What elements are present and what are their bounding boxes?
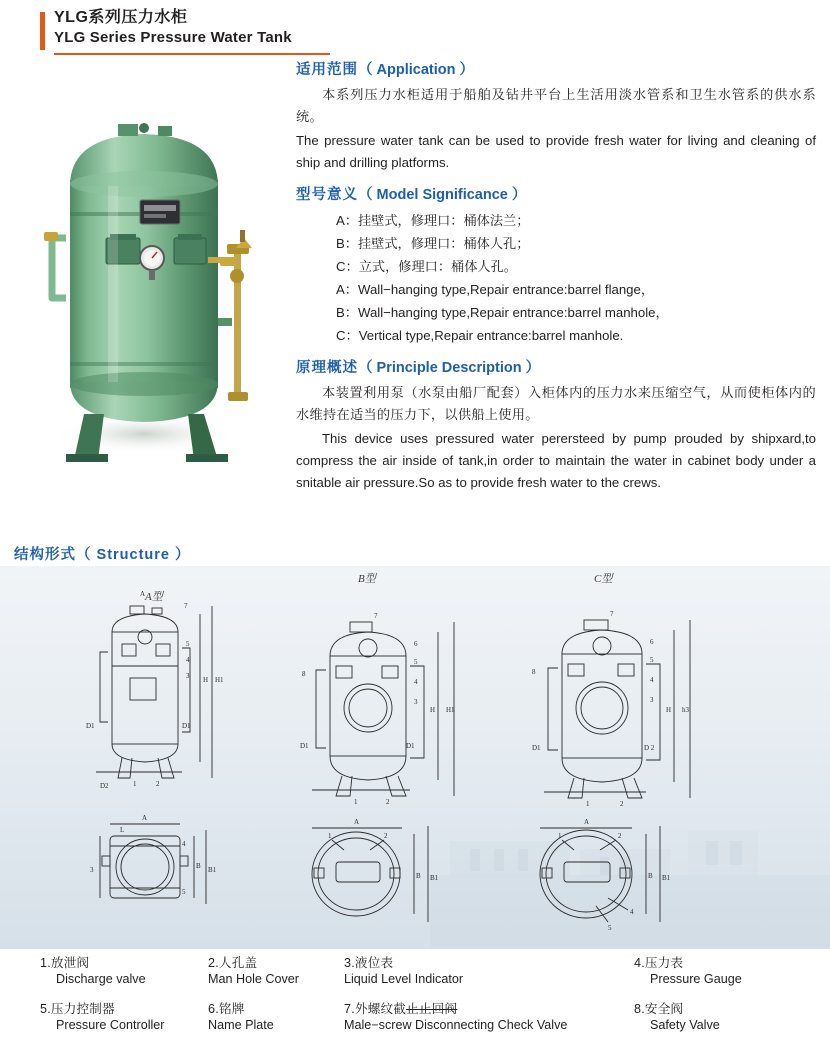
svg-text:4: 4 xyxy=(182,840,186,848)
legend-item-4-en: Pressure Gauge xyxy=(650,972,742,986)
svg-text:1: 1 xyxy=(328,832,332,840)
diagram-type-c-elevation xyxy=(512,608,722,808)
section-principle xyxy=(296,358,816,494)
svg-text:L: L xyxy=(120,826,125,834)
legend-row-cn-1 xyxy=(0,952,830,972)
title-underline xyxy=(54,53,330,55)
svg-text:D1: D1 xyxy=(532,744,541,752)
svg-text:D1: D1 xyxy=(406,742,415,750)
diagram-type-c-plan xyxy=(512,810,692,946)
structure-heading xyxy=(14,543,191,564)
svg-text:5: 5 xyxy=(608,924,612,932)
title-chinese: YLG系列压力水柜 xyxy=(54,9,188,26)
section-application-heading-en: （ Application ） xyxy=(358,62,474,78)
svg-text:5: 5 xyxy=(182,888,186,896)
svg-text:A: A xyxy=(140,590,146,598)
section-model-heading-en: （ Model Significance ） xyxy=(358,187,527,203)
section-model-heading-cn: 型号意义 xyxy=(296,187,358,203)
legend-row-en-1 xyxy=(0,972,830,992)
diagram-type-b-plan xyxy=(284,810,454,946)
svg-text:D1: D1 xyxy=(182,722,191,730)
legend-item-6-en: Name Plate xyxy=(208,1018,274,1032)
svg-text:H1: H1 xyxy=(446,706,455,714)
diagram-type-a-elevation xyxy=(70,582,260,802)
svg-text:5: 5 xyxy=(650,656,654,664)
svg-text:H: H xyxy=(203,676,209,684)
svg-text:2: 2 xyxy=(620,800,624,808)
pressure-tank-illustration xyxy=(22,62,277,462)
svg-text:B1: B1 xyxy=(662,874,671,882)
svg-text:A: A xyxy=(354,818,360,826)
diagram-type-b-elevation xyxy=(278,608,488,808)
section-application-heading xyxy=(296,60,816,80)
principle-para-cn: 本装置利用泵（水泵由船厂配套）入柜体内的压力水来压缩空气，从而使柜体内的水维持在适当的压力下，以供船上使用。 xyxy=(296,385,816,422)
svg-text:D2: D2 xyxy=(100,782,109,790)
model-line-b-cn: B：挂壁式，修理口：桶体人孔； xyxy=(336,236,530,251)
svg-text:H1: H1 xyxy=(215,676,224,684)
legend-item-5-cn: 5.压力控制器 xyxy=(40,1002,115,1016)
diagram-label-c: C型 xyxy=(594,573,613,585)
svg-text:4: 4 xyxy=(414,678,418,686)
legend-item-7-en: Male−screw Disconnecting Check Valve xyxy=(344,1018,568,1032)
legend-row-en-2 xyxy=(0,1018,830,1038)
svg-text:5: 5 xyxy=(414,658,418,666)
structure-heading-cn: 结构形式 xyxy=(14,547,76,563)
description-column xyxy=(296,60,816,505)
title-accent-bar xyxy=(40,12,45,50)
svg-text:8: 8 xyxy=(302,670,306,678)
svg-text:D1: D1 xyxy=(300,742,309,750)
legend-item-1-cn: 1.放泄阀 xyxy=(40,956,90,970)
legend-item-1-en: Discharge valve xyxy=(56,972,146,986)
application-para-cn: 本系列压力水柜适用于船舶及钻井平台上生活用淡水管系和卫生水管系的供水系统。 xyxy=(296,87,816,124)
model-line-a-cn: A：挂壁式，修理口：桶体法兰； xyxy=(336,213,530,228)
svg-text:4: 4 xyxy=(630,908,634,916)
section-application-heading-cn: 适用范围 xyxy=(296,62,358,78)
legend-item-8-cn: 8.安全阀 xyxy=(634,1002,684,1016)
svg-text:5: 5 xyxy=(186,640,190,648)
legend-item-3-en: Liquid Level Indicator xyxy=(344,972,464,986)
svg-text:h3: h3 xyxy=(682,706,689,714)
section-model-heading xyxy=(296,185,816,205)
svg-text:B: B xyxy=(196,862,201,870)
legend-item-7-cn: 7.外螺纹截止止回阀 xyxy=(344,1002,458,1016)
section-application xyxy=(296,60,816,174)
legend-item-2-en: Man Hole Cover xyxy=(208,972,299,986)
svg-text:A: A xyxy=(142,814,148,822)
svg-text:1: 1 xyxy=(354,798,358,806)
svg-text:2: 2 xyxy=(618,832,622,840)
svg-text:2: 2 xyxy=(384,832,388,840)
section-principle-heading-en: （ Principle Description ） xyxy=(358,360,541,376)
title-english: YLG Series Pressure Water Tank xyxy=(54,29,292,46)
section-model xyxy=(296,185,816,347)
model-line-c-en: C：Vertical type,Repair entrance:barrel manhole. xyxy=(336,328,624,343)
product-photo xyxy=(22,62,277,462)
svg-text:3: 3 xyxy=(186,672,190,680)
legend-item-4-cn: 4.压力表 xyxy=(634,956,684,970)
svg-text:H: H xyxy=(430,706,436,714)
svg-text:1: 1 xyxy=(586,800,590,808)
legend-row-cn-2 xyxy=(0,998,830,1018)
svg-text:A: A xyxy=(584,818,590,826)
svg-text:D 2: D 2 xyxy=(644,744,655,752)
section-principle-heading xyxy=(296,358,816,378)
application-para-en: The pressure water tank can be used to provide fresh water for living and cleaning of ship and drilling platforms. xyxy=(296,133,816,170)
svg-text:7: 7 xyxy=(184,602,188,610)
model-line-c-cn: C：立式，修理口：桶体人孔。 xyxy=(336,259,517,274)
legend-item-5-en: Pressure Controller xyxy=(56,1018,165,1032)
svg-text:3: 3 xyxy=(414,698,418,706)
svg-text:B1: B1 xyxy=(208,866,217,874)
diagram-label-b: B型 xyxy=(358,573,376,585)
model-line-b-en: B：Wall−hanging type,Repair entrance:barrel manhole， xyxy=(336,305,669,320)
svg-text:3: 3 xyxy=(90,866,94,874)
structure-heading-en: （ Structure ） xyxy=(76,547,191,563)
structure-drawings-panel xyxy=(0,566,830,949)
legend-item-2-cn: 2.人孔盖 xyxy=(208,956,258,970)
section-principle-heading-cn: 原理概述 xyxy=(296,360,358,376)
legend-item-6-cn: 6.铭牌 xyxy=(208,1002,245,1016)
svg-text:H: H xyxy=(666,706,672,714)
svg-text:D1: D1 xyxy=(86,722,95,730)
svg-text:6: 6 xyxy=(414,640,418,648)
svg-text:B1: B1 xyxy=(430,874,439,882)
svg-text:6: 6 xyxy=(650,638,654,646)
svg-text:7: 7 xyxy=(610,610,614,618)
svg-text:B: B xyxy=(648,872,653,880)
svg-text:2: 2 xyxy=(156,780,160,788)
legend-item-3-cn: 3.液位表 xyxy=(344,956,394,970)
principle-para-en: This device uses pressured water perersteed by pump prouded by shipxard,to compress the air inside of tank,in order to maintain the water in cabinet body under a snitable air pressure.So as to provide fresh water to the crews. xyxy=(296,431,816,490)
model-line-a-en: A：Wall−hanging type,Repair entrance:barrel flange， xyxy=(336,282,655,297)
legend-item-8-en: Safety Valve xyxy=(650,1018,720,1032)
svg-text:4: 4 xyxy=(650,676,654,684)
parts-legend xyxy=(0,952,830,1038)
svg-text:B: B xyxy=(416,872,421,880)
page-title xyxy=(40,8,292,47)
svg-text:7: 7 xyxy=(374,612,378,620)
svg-text:3: 3 xyxy=(650,696,654,704)
diagram-label-a: A型 xyxy=(145,591,163,603)
svg-text:2: 2 xyxy=(386,798,390,806)
svg-text:1: 1 xyxy=(133,780,137,788)
svg-text:1: 1 xyxy=(558,832,562,840)
diagram-type-a-plan xyxy=(76,806,236,936)
svg-text:8: 8 xyxy=(532,668,536,676)
svg-text:4: 4 xyxy=(186,656,190,664)
